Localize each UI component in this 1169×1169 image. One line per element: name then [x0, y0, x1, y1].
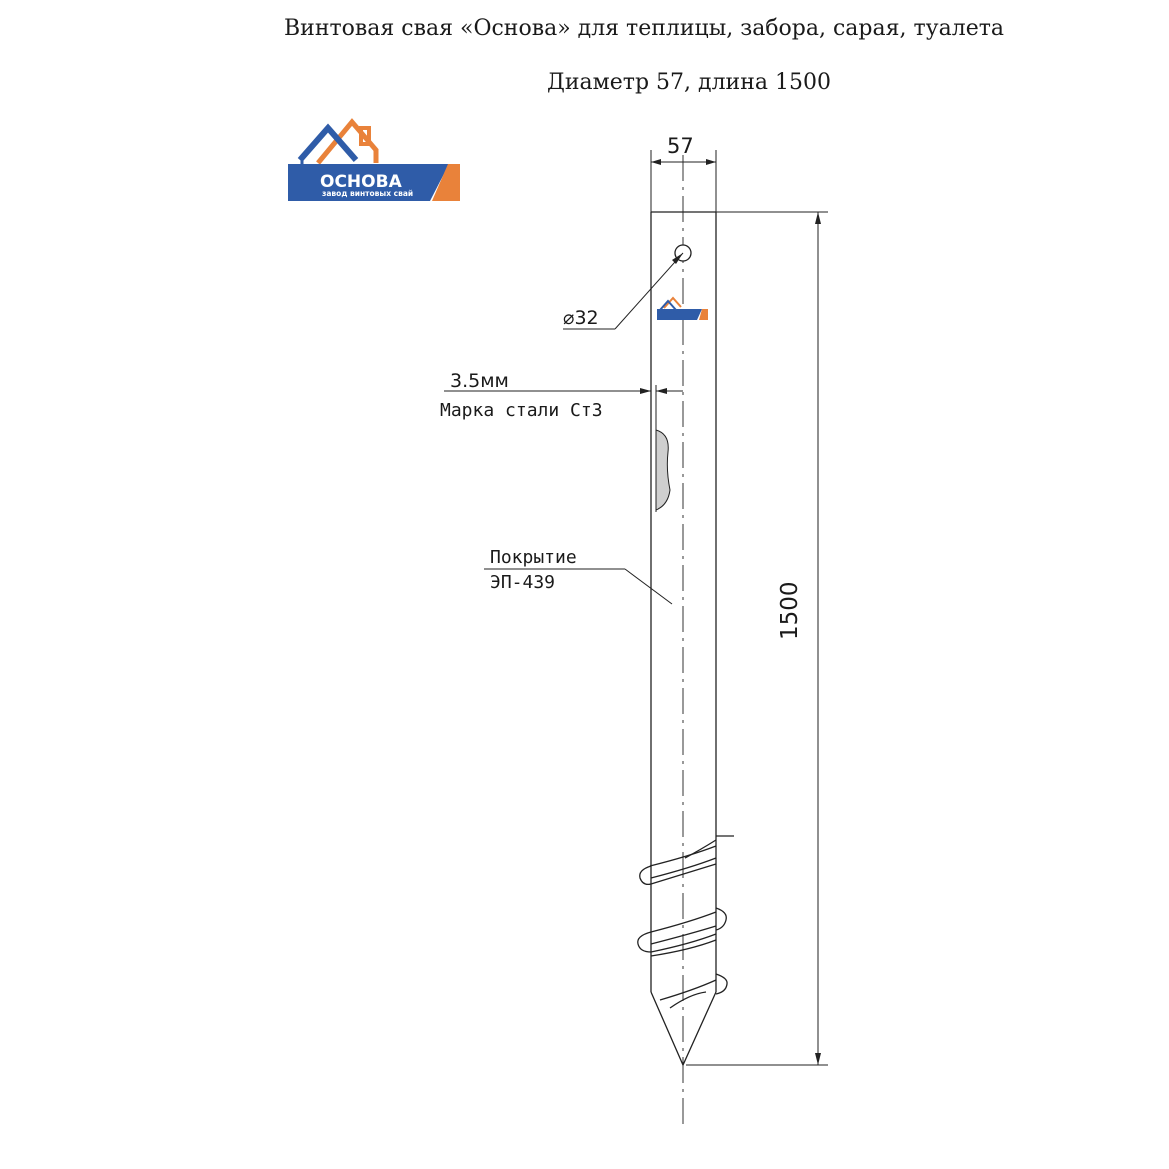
hole-label: ⌀32 — [563, 307, 599, 329]
coating-label: Покрытие — [490, 547, 577, 568]
wall-label: 3.5мм — [450, 370, 509, 392]
logo-name: ОСНОВА — [320, 172, 402, 192]
diameter-label: 57 — [667, 134, 694, 158]
section-cutaway — [656, 430, 670, 510]
drawing-title: Винтовая свая «Основа» для теплицы, забора, сарая, туалета — [284, 16, 1004, 41]
length-label: 1500 — [777, 581, 803, 640]
logo-tagline: завод винтовых свай — [322, 189, 414, 198]
steel-grade-label: Марка стали Ст3 — [440, 400, 603, 421]
company-logo — [288, 122, 460, 201]
coating-leader — [484, 547, 672, 604]
wall-thickness-leader — [440, 370, 683, 421]
drawing-subtitle: Диаметр 57, длина 1500 — [547, 70, 831, 95]
logo-house-blue-icon — [300, 128, 356, 160]
coating-code-label: ЭП-439 — [490, 572, 556, 593]
helix-blades — [638, 836, 734, 1008]
